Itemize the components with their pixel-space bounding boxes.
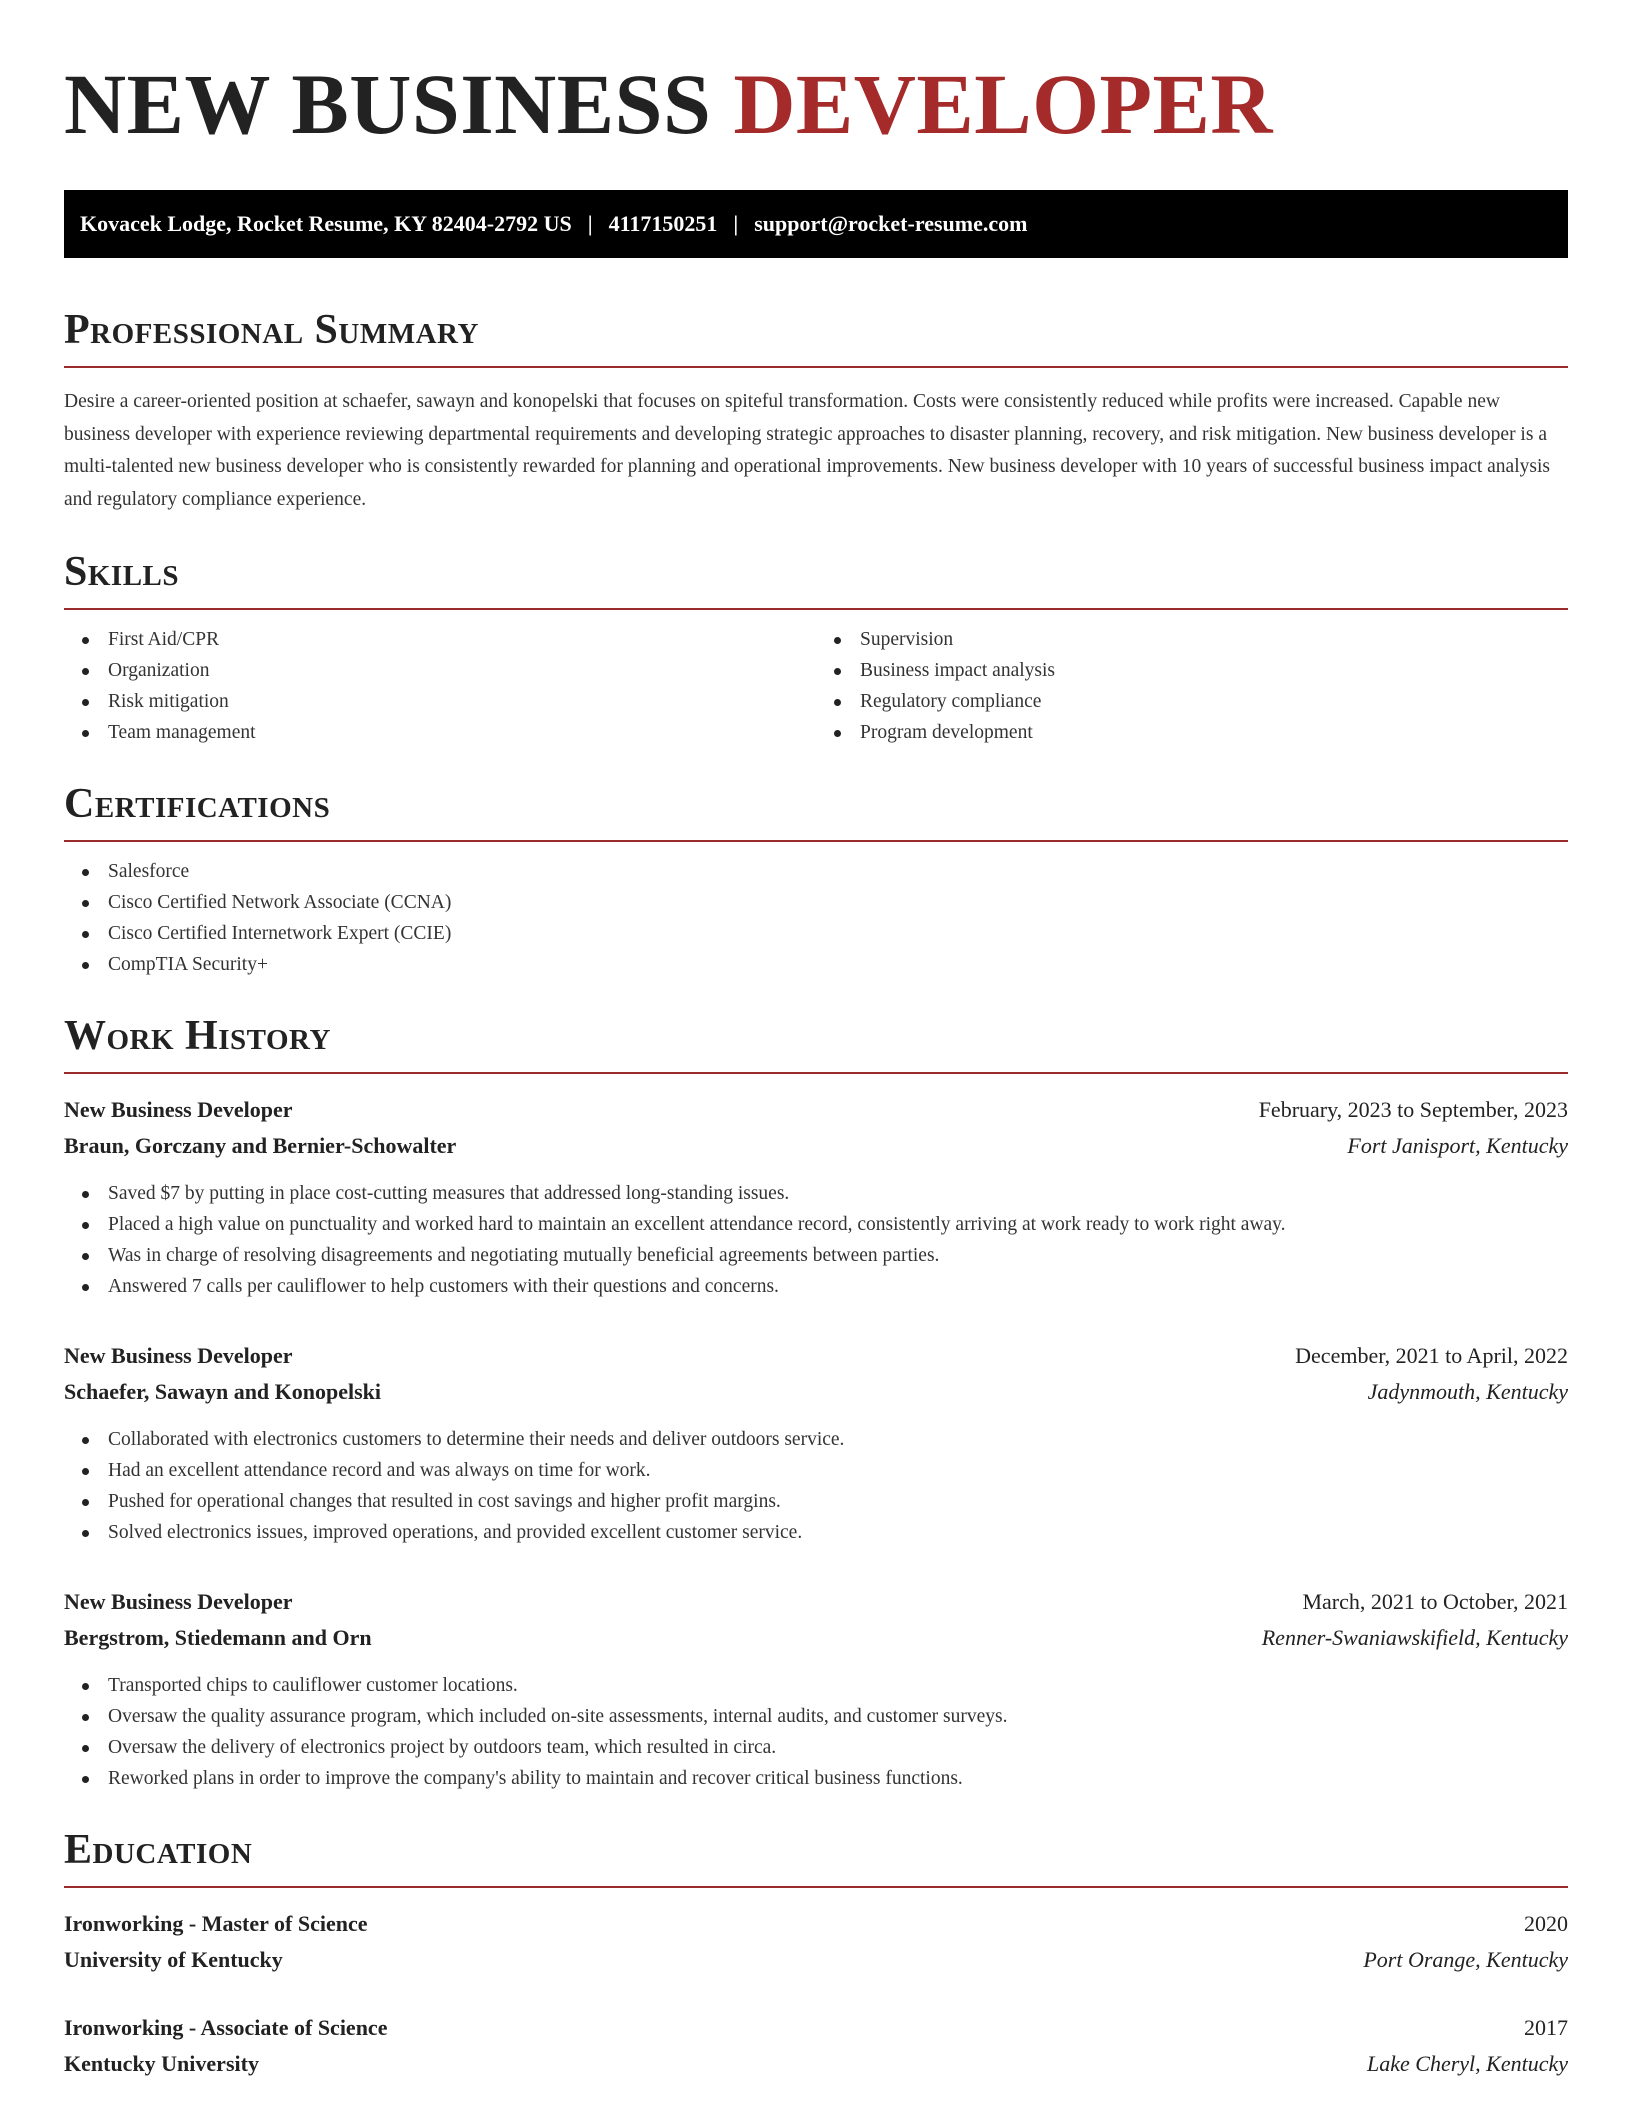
education-year: 2017 <box>1524 2015 1568 2040</box>
job-header-row <box>64 1584 1568 1620</box>
section-divider <box>64 1072 1568 1074</box>
skill-item: Business impact analysis <box>816 655 1568 686</box>
skill-item: Organization <box>64 655 816 686</box>
education-degree: Ironworking - Associate of Science <box>64 2015 388 2040</box>
candidate-name <box>64 54 1568 154</box>
job-bullets <box>64 1178 1568 1302</box>
job-title: New Business Developer <box>64 1589 293 1614</box>
job-title: New Business Developer <box>64 1343 293 1368</box>
job-bullet: Collaborated with electronics customers to determine their needs and deliver outdoors service. <box>64 1424 1568 1455</box>
skill-item: Regulatory compliance <box>816 686 1568 717</box>
job-bullet: Answered 7 calls per cauliflower to help customers with their questions and concerns. <box>64 1271 1568 1302</box>
certifications-section <box>64 778 1568 980</box>
job-company: Braun, Gorczany and Bernier-Schowalter <box>64 1133 457 1158</box>
job-header-row <box>64 1092 1568 1128</box>
job-title: New Business Developer <box>64 1097 293 1122</box>
job-company: Bergstrom, Stiedemann and Orn <box>64 1625 372 1650</box>
job-company-row <box>64 1374 1568 1410</box>
skill-item: Risk mitigation <box>64 686 816 717</box>
education-school-row <box>64 2046 1568 2082</box>
skill-item: First Aid/CPR <box>64 624 816 655</box>
section-divider <box>64 366 1568 368</box>
contact-address: Kovacek Lodge, Rocket Resume, KY 82404-2792 US <box>80 211 572 236</box>
job-bullet: Was in charge of resolving disagreements and negotiating mutually beneficial agreements between parties. <box>64 1240 1568 1271</box>
contact-email: support@rocket-resume.com <box>754 211 1028 236</box>
job-bullet: Oversaw the quality assurance program, which included on-site assessments, internal audits, and customer surveys. <box>64 1701 1568 1732</box>
education-year: 2020 <box>1524 1911 1568 1936</box>
section-title-work-history: Work History <box>64 1013 331 1059</box>
section-divider <box>64 840 1568 842</box>
job-location: Renner-Swaniawskifield, Kentucky <box>1261 1625 1568 1650</box>
skill-item: Team management <box>64 717 816 748</box>
job-location: Jadynmouth, Kentucky <box>1367 1379 1568 1404</box>
job-entry <box>64 1584 1568 1794</box>
job-entry <box>64 1092 1568 1302</box>
certifications-list <box>64 856 1568 980</box>
education-school-row <box>64 1942 1568 1978</box>
section-title-skills: Skills <box>64 549 180 595</box>
education-entry <box>64 1906 1568 1978</box>
job-header-row <box>64 1338 1568 1374</box>
job-bullets <box>64 1670 1568 1794</box>
job-bullet: Pushed for operational changes that resulted in cost savings and higher profit margins. <box>64 1486 1568 1517</box>
job-company-row <box>64 1620 1568 1656</box>
skill-item: Supervision <box>816 624 1568 655</box>
education-header-row <box>64 1906 1568 1942</box>
job-bullets <box>64 1424 1568 1548</box>
certification-item: Salesforce <box>64 856 1568 887</box>
contact-separator: | <box>587 211 593 236</box>
education-location: Port Orange, Kentucky <box>1363 1947 1568 1972</box>
job-entry <box>64 1338 1568 1548</box>
certification-item: Cisco Certified Internetwork Expert (CCIE) <box>64 918 1568 949</box>
contact-separator: | <box>733 211 739 236</box>
section-title-certifications: Certifications <box>64 781 331 827</box>
job-location: Fort Janisport, Kentucky <box>1347 1133 1568 1158</box>
job-bullet: Transported chips to cauliflower customer locations. <box>64 1670 1568 1701</box>
education-location: Lake Cheryl, Kentucky <box>1367 2051 1568 2076</box>
section-title-summary: Professional Summary <box>64 307 479 353</box>
certification-item: Cisco Certified Network Associate (CCNA) <box>64 887 1568 918</box>
education-entry <box>64 2010 1568 2082</box>
skill-item: Program development <box>816 717 1568 748</box>
skills-list-left <box>64 624 816 748</box>
section-divider <box>64 1886 1568 1888</box>
job-bullet: Oversaw the delivery of electronics project by outdoors team, which resulted in circa. <box>64 1732 1568 1763</box>
section-title-education: Education <box>64 1827 253 1873</box>
skills-section <box>64 546 1568 748</box>
name-last: DEVELOPER <box>733 56 1274 152</box>
job-bullet: Placed a high value on punctuality and worked hard to maintain an excellent attendance record, consistently arriving at work ready to work right away. <box>64 1209 1568 1240</box>
work-history-section <box>64 1010 1568 1794</box>
contact-phone: 4117150251 <box>608 211 718 236</box>
job-dates: February, 2023 to September, 2023 <box>1258 1097 1568 1122</box>
contact-bar <box>64 190 1568 258</box>
name-first: NEW BUSINESS <box>64 56 712 152</box>
job-bullet: Reworked plans in order to improve the company's ability to maintain and recover critical business functions. <box>64 1763 1568 1794</box>
job-dates: December, 2021 to April, 2022 <box>1295 1343 1568 1368</box>
job-company-row <box>64 1128 1568 1164</box>
summary-text: Desire a career-oriented position at schaefer, sawayn and konopelski that focuses on spiteful transformation. Costs were consistently reduced while profits were increased. Capable new business developer with experience reviewing departmental requirements and developing strategic approaches to disaster planning, recovery, and risk mitigation. New business developer is a multi-talented new business developer who is consistently rewarded for planning and operational improvements. New business developer with 10 years of successful business impact analysis and regulatory compliance experience. <box>64 391 1550 510</box>
skills-grid <box>64 610 1568 748</box>
education-header-row <box>64 2010 1568 2046</box>
certification-item: CompTIA Security+ <box>64 949 1568 980</box>
education-school: Kentucky University <box>64 2051 259 2076</box>
summary-section <box>64 304 1568 516</box>
job-bullet: Had an excellent attendance record and was always on time for work. <box>64 1455 1568 1486</box>
job-bullet: Saved $7 by putting in place cost-cutting measures that addressed long-standing issues. <box>64 1178 1568 1209</box>
education-degree: Ironworking - Master of Science <box>64 1911 368 1936</box>
job-company: Schaefer, Sawayn and Konopelski <box>64 1379 382 1404</box>
skills-list-right <box>816 624 1568 748</box>
education-section <box>64 1824 1568 2082</box>
education-school: University of Kentucky <box>64 1947 283 1972</box>
job-dates: March, 2021 to October, 2021 <box>1302 1589 1568 1614</box>
job-bullet: Solved electronics issues, improved operations, and provided excellent customer service. <box>64 1517 1568 1548</box>
